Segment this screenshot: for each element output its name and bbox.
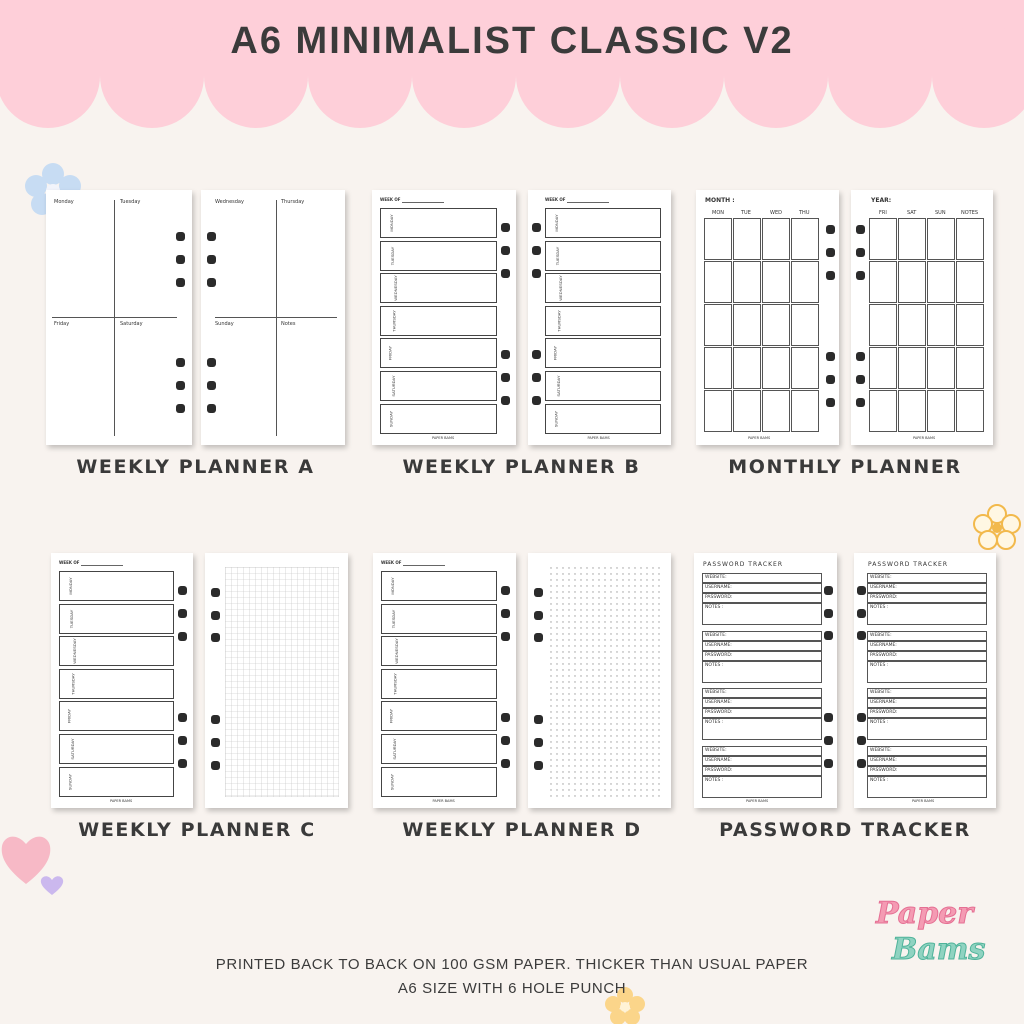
punch-hole bbox=[178, 632, 187, 641]
password-field-row: PASSWORD: bbox=[867, 708, 987, 718]
password-field-row: NOTES : bbox=[867, 603, 987, 625]
punch-hole bbox=[501, 396, 510, 405]
footer-line-2: A6 SIZE WITH 6 HOLE PUNCH bbox=[397, 980, 627, 997]
calendar-cell bbox=[869, 304, 897, 346]
week-of-label: WEEK OF bbox=[381, 560, 402, 565]
day-label: FRIDAY bbox=[66, 709, 72, 724]
day-label: SUNDAY bbox=[553, 410, 559, 427]
calendar-cell bbox=[791, 218, 819, 260]
punch-hole bbox=[824, 631, 833, 640]
calendar-cell bbox=[869, 347, 897, 389]
brand-footer: PAPER BAMS bbox=[432, 799, 455, 803]
calendar-cell bbox=[869, 261, 897, 303]
day-label: Thursday bbox=[281, 199, 305, 205]
punch-hole bbox=[211, 633, 220, 642]
day-label: Tuesday bbox=[120, 199, 141, 205]
calendar-cell bbox=[869, 218, 897, 260]
password-field-row: NOTES : bbox=[702, 661, 822, 683]
punch-hole bbox=[501, 736, 510, 745]
calendar-cell bbox=[927, 347, 955, 389]
punch-hole bbox=[178, 586, 187, 595]
day-box bbox=[381, 669, 497, 699]
day-label: MONDAY bbox=[68, 577, 74, 595]
password-field-row: USERNAME: bbox=[702, 641, 822, 651]
weekly-a-right-page bbox=[201, 190, 345, 445]
logo-word-1: Paper bbox=[876, 896, 974, 931]
punch-hole bbox=[532, 269, 541, 278]
punch-hole bbox=[211, 588, 220, 597]
password-field-row: NOTES : bbox=[867, 718, 987, 740]
punch-hole bbox=[501, 609, 510, 618]
punch-hole bbox=[824, 609, 833, 618]
password-field-row: PASSWORD: bbox=[702, 766, 822, 776]
day-box bbox=[59, 734, 174, 764]
day-label: SATURDAY bbox=[556, 375, 562, 397]
calendar-cell bbox=[927, 218, 955, 260]
brand-footer: PAPER BAMS bbox=[432, 436, 455, 440]
punch-hole bbox=[178, 736, 187, 745]
punch-hole bbox=[826, 375, 835, 384]
day-label: Monday bbox=[54, 199, 74, 205]
day-label: THURSDAY bbox=[70, 672, 76, 695]
weekly-d-left-page bbox=[373, 553, 516, 808]
day-box bbox=[381, 636, 497, 666]
calendar-cell bbox=[956, 218, 984, 260]
punch-hole bbox=[857, 736, 866, 745]
password-right-page bbox=[854, 553, 996, 808]
planner-label-password: PASSWORD TRACKER bbox=[719, 819, 971, 841]
calendar-cell bbox=[791, 390, 819, 432]
password-field-row: WEBSITE: bbox=[867, 631, 987, 641]
password-field-row: WEBSITE: bbox=[702, 746, 822, 756]
punch-hole bbox=[824, 713, 833, 722]
punch-hole bbox=[826, 225, 835, 234]
brand-footer: PAPER BAMS bbox=[912, 799, 935, 803]
week-of-label: WEEK OF bbox=[59, 560, 80, 565]
day-label: FRIDAY bbox=[552, 346, 558, 361]
day-label: Saturday bbox=[120, 321, 143, 327]
calendar-cell bbox=[704, 261, 732, 303]
punch-hole bbox=[826, 271, 835, 280]
punch-hole bbox=[501, 373, 510, 382]
day-label: FRIDAY bbox=[388, 709, 394, 724]
day-box bbox=[59, 571, 174, 601]
punch-hole bbox=[176, 278, 185, 287]
month-label: MONTH : bbox=[705, 197, 735, 204]
punch-hole bbox=[176, 404, 185, 413]
weekly-c-left-page bbox=[51, 553, 193, 808]
day-label: SATURDAY bbox=[391, 375, 397, 397]
planner-label-weekly-b: WEEKLY PLANNER B bbox=[402, 456, 641, 478]
password-field-row: NOTES : bbox=[702, 603, 822, 625]
week-of-underline bbox=[81, 565, 123, 566]
punch-hole bbox=[857, 586, 866, 595]
page-title: A6 MINIMALIST CLASSIC V2 bbox=[230, 20, 794, 62]
punch-hole bbox=[534, 611, 543, 620]
monthly-left-page bbox=[696, 190, 839, 445]
day-box bbox=[59, 604, 174, 634]
calendar-cell bbox=[733, 390, 761, 432]
year-label: YEAR: bbox=[871, 197, 892, 204]
day-label: MONDAY bbox=[554, 214, 560, 232]
day-label: Wednesday bbox=[215, 199, 244, 205]
week-of-label: WEEK OF bbox=[545, 197, 566, 202]
day-box bbox=[545, 371, 661, 401]
dot-pattern bbox=[548, 565, 664, 799]
punch-hole bbox=[501, 713, 510, 722]
planner-label-weekly-d: WEEKLY PLANNER D bbox=[402, 819, 642, 841]
punch-hole bbox=[857, 631, 866, 640]
calendar-cell bbox=[762, 347, 790, 389]
calendar-cell bbox=[956, 390, 984, 432]
grid-pattern bbox=[225, 567, 339, 797]
punch-hole bbox=[176, 255, 185, 264]
calendar-cell bbox=[898, 347, 926, 389]
day-box bbox=[381, 701, 497, 731]
password-field-row: USERNAME: bbox=[702, 698, 822, 708]
day-box bbox=[381, 604, 497, 634]
day-box bbox=[59, 669, 174, 699]
day-label: WEDNESDAY bbox=[394, 638, 400, 664]
day-box bbox=[59, 701, 174, 731]
day-box bbox=[380, 208, 497, 238]
punch-hole bbox=[501, 586, 510, 595]
punch-hole bbox=[856, 398, 865, 407]
punch-hole bbox=[856, 375, 865, 384]
day-label: Notes bbox=[281, 321, 296, 327]
weekday-header: NOTES bbox=[961, 210, 979, 216]
day-label: SUNDAY bbox=[389, 773, 395, 790]
calendar-cell bbox=[956, 261, 984, 303]
punch-hole bbox=[826, 248, 835, 257]
brand-footer: PAPER BAMS bbox=[746, 799, 769, 803]
password-field-row: WEBSITE: bbox=[702, 573, 822, 583]
punch-hole bbox=[176, 358, 185, 367]
weekday-header: TUE bbox=[741, 210, 751, 216]
calendar-cell bbox=[733, 304, 761, 346]
week-of-underline bbox=[403, 565, 445, 566]
day-label: WEDNESDAY bbox=[393, 275, 399, 301]
punch-hole bbox=[856, 271, 865, 280]
punch-hole bbox=[501, 246, 510, 255]
day-box bbox=[545, 208, 661, 238]
calendar-cell bbox=[869, 390, 897, 432]
punch-hole bbox=[857, 609, 866, 618]
password-field-row: USERNAME: bbox=[867, 698, 987, 708]
password-field-row: WEBSITE: bbox=[867, 573, 987, 583]
day-label: TUESDAY bbox=[68, 609, 74, 628]
punch-hole bbox=[501, 759, 510, 768]
calendar-cell bbox=[898, 218, 926, 260]
planner-label-weekly-c: WEEKLY PLANNER C bbox=[78, 819, 316, 841]
calendar-cell bbox=[733, 347, 761, 389]
footer-line-1: PRINTED BACK TO BACK ON 100 GSM PAPER. THICKER THAN USUAL PAPER bbox=[215, 956, 809, 973]
day-label: TUESDAY bbox=[389, 246, 395, 265]
day-label: SUNDAY bbox=[388, 410, 394, 427]
monthly-right-page bbox=[851, 190, 993, 445]
brand-footer: PAPER BAMS bbox=[110, 799, 133, 803]
day-label: SATURDAY bbox=[392, 738, 398, 760]
calendar-cell bbox=[762, 261, 790, 303]
punch-hole bbox=[532, 246, 541, 255]
punch-hole bbox=[178, 713, 187, 722]
weekday-header: MON bbox=[712, 210, 724, 216]
punch-hole bbox=[211, 761, 220, 770]
calendar-cell bbox=[704, 304, 732, 346]
punch-hole bbox=[857, 713, 866, 722]
password-field-row: PASSWORD: bbox=[867, 651, 987, 661]
day-box bbox=[545, 404, 661, 434]
password-field-row: USERNAME: bbox=[867, 641, 987, 651]
day-box bbox=[545, 338, 661, 368]
brand-footer: PAPER BAMS bbox=[748, 436, 771, 440]
password-field-row: PASSWORD: bbox=[867, 593, 987, 603]
day-label: THURSDAY bbox=[556, 309, 562, 332]
punch-hole bbox=[501, 269, 510, 278]
punch-hole bbox=[178, 759, 187, 768]
brand-footer: PAPER BAMS bbox=[587, 436, 610, 440]
weekday-header: SAT bbox=[907, 210, 917, 216]
password-field-row: WEBSITE: bbox=[867, 688, 987, 698]
calendar-cell bbox=[927, 304, 955, 346]
calendar-cell bbox=[956, 304, 984, 346]
day-box bbox=[381, 734, 497, 764]
day-label: TUESDAY bbox=[390, 609, 396, 628]
calendar-cell bbox=[762, 304, 790, 346]
week-of-label: WEEK OF bbox=[380, 197, 401, 202]
week-of-underline bbox=[402, 202, 444, 203]
punch-hole bbox=[534, 588, 543, 597]
punch-hole bbox=[207, 232, 216, 241]
day-box bbox=[380, 338, 497, 368]
brand-footer: PAPER BAMS bbox=[913, 436, 936, 440]
day-box bbox=[380, 273, 497, 303]
purple-heart-icon bbox=[40, 874, 64, 896]
day-box bbox=[545, 241, 661, 271]
password-field-row: NOTES : bbox=[702, 776, 822, 798]
punch-hole bbox=[178, 609, 187, 618]
punch-hole bbox=[826, 398, 835, 407]
punch-hole bbox=[211, 738, 220, 747]
punch-hole bbox=[824, 759, 833, 768]
calendar-cell bbox=[733, 218, 761, 260]
day-box bbox=[59, 636, 174, 666]
punch-hole bbox=[176, 232, 185, 241]
brand-logo bbox=[872, 896, 992, 986]
day-box bbox=[380, 404, 497, 434]
password-field-row: NOTES : bbox=[702, 718, 822, 740]
punch-hole bbox=[207, 255, 216, 264]
calendar-cell bbox=[704, 218, 732, 260]
password-field-row: PASSWORD: bbox=[867, 766, 987, 776]
punch-hole bbox=[824, 736, 833, 745]
day-label: FRIDAY bbox=[387, 346, 393, 361]
calendar-cell bbox=[898, 390, 926, 432]
punch-hole bbox=[532, 373, 541, 382]
password-field-row: WEBSITE: bbox=[867, 746, 987, 756]
password-field-row: WEBSITE: bbox=[702, 688, 822, 698]
calendar-cell bbox=[762, 390, 790, 432]
day-box bbox=[380, 241, 497, 271]
day-box bbox=[380, 371, 497, 401]
punch-hole bbox=[856, 225, 865, 234]
calendar-cell bbox=[791, 347, 819, 389]
weekly-b-right-page bbox=[528, 190, 671, 445]
punch-hole bbox=[176, 381, 185, 390]
password-field-row: PASSWORD: bbox=[702, 651, 822, 661]
weekly-a-left-page bbox=[46, 190, 192, 445]
punch-hole bbox=[824, 586, 833, 595]
punch-hole bbox=[534, 715, 543, 724]
weekly-b-left-page bbox=[372, 190, 516, 445]
calendar-cell bbox=[898, 261, 926, 303]
calendar-cell bbox=[927, 261, 955, 303]
day-label: THURSDAY bbox=[392, 672, 398, 695]
planner-label-monthly: MONTHLY PLANNER bbox=[728, 456, 962, 478]
punch-hole bbox=[532, 350, 541, 359]
calendar-cell bbox=[791, 304, 819, 346]
day-label: MONDAY bbox=[389, 214, 395, 232]
punch-hole bbox=[532, 396, 541, 405]
punch-hole bbox=[856, 248, 865, 257]
punch-hole bbox=[534, 633, 543, 642]
punch-hole bbox=[501, 632, 510, 641]
planner-label-weekly-a: WEEKLY PLANNER A bbox=[76, 456, 315, 478]
logo-word-2: Bams bbox=[892, 932, 986, 967]
day-label: MONDAY bbox=[390, 577, 396, 595]
day-label: Sunday bbox=[215, 321, 234, 327]
weekly-d-dot-page bbox=[528, 553, 671, 808]
password-field-row: USERNAME: bbox=[867, 756, 987, 766]
calendar-cell bbox=[956, 347, 984, 389]
password-heading: PASSWORD TRACKER bbox=[703, 561, 783, 568]
weekday-header: FRI bbox=[879, 210, 887, 216]
day-label: WEDNESDAY bbox=[72, 638, 78, 664]
weekday-header: WED bbox=[770, 210, 782, 216]
day-box bbox=[380, 306, 497, 336]
calendar-cell bbox=[733, 261, 761, 303]
punch-hole bbox=[532, 223, 541, 232]
password-field-row: PASSWORD: bbox=[702, 708, 822, 718]
punch-hole bbox=[207, 278, 216, 287]
day-label: Friday bbox=[54, 321, 70, 327]
punch-hole bbox=[207, 404, 216, 413]
password-field-row: USERNAME: bbox=[867, 583, 987, 593]
day-label: SATURDAY bbox=[70, 738, 76, 760]
punch-hole bbox=[534, 761, 543, 770]
password-field-row: WEBSITE: bbox=[702, 631, 822, 641]
day-box bbox=[59, 767, 174, 797]
weekly-c-grid-page bbox=[205, 553, 348, 808]
calendar-cell bbox=[791, 261, 819, 303]
password-field-row: USERNAME: bbox=[702, 583, 822, 593]
weekday-header: SUN bbox=[935, 210, 946, 216]
yellow-flower-icon bbox=[972, 503, 1022, 551]
day-box bbox=[545, 306, 661, 336]
day-label: SUNDAY bbox=[67, 773, 73, 790]
punch-hole bbox=[856, 352, 865, 361]
password-field-row: USERNAME: bbox=[702, 756, 822, 766]
punch-hole bbox=[501, 350, 510, 359]
punch-hole bbox=[211, 611, 220, 620]
day-box bbox=[381, 571, 497, 601]
calendar-cell bbox=[704, 390, 732, 432]
punch-hole bbox=[207, 358, 216, 367]
punch-hole bbox=[534, 738, 543, 747]
password-field-row: NOTES : bbox=[867, 776, 987, 798]
punch-hole bbox=[826, 352, 835, 361]
calendar-cell bbox=[762, 218, 790, 260]
day-box bbox=[545, 273, 661, 303]
calendar-cell bbox=[927, 390, 955, 432]
week-of-underline bbox=[567, 202, 609, 203]
day-box bbox=[381, 767, 497, 797]
punch-hole bbox=[857, 759, 866, 768]
weekday-header: THU bbox=[799, 210, 810, 216]
calendar-cell bbox=[704, 347, 732, 389]
day-label: TUESDAY bbox=[554, 246, 560, 265]
password-field-row: NOTES : bbox=[867, 661, 987, 683]
day-label: THURSDAY bbox=[391, 309, 397, 332]
calendar-cell bbox=[898, 304, 926, 346]
punch-hole bbox=[501, 223, 510, 232]
password-left-page bbox=[694, 553, 837, 808]
day-label: WEDNESDAY bbox=[558, 275, 564, 301]
punch-hole bbox=[207, 381, 216, 390]
punch-hole bbox=[211, 715, 220, 724]
password-heading: PASSWORD TRACKER bbox=[868, 561, 948, 568]
password-field-row: PASSWORD: bbox=[702, 593, 822, 603]
